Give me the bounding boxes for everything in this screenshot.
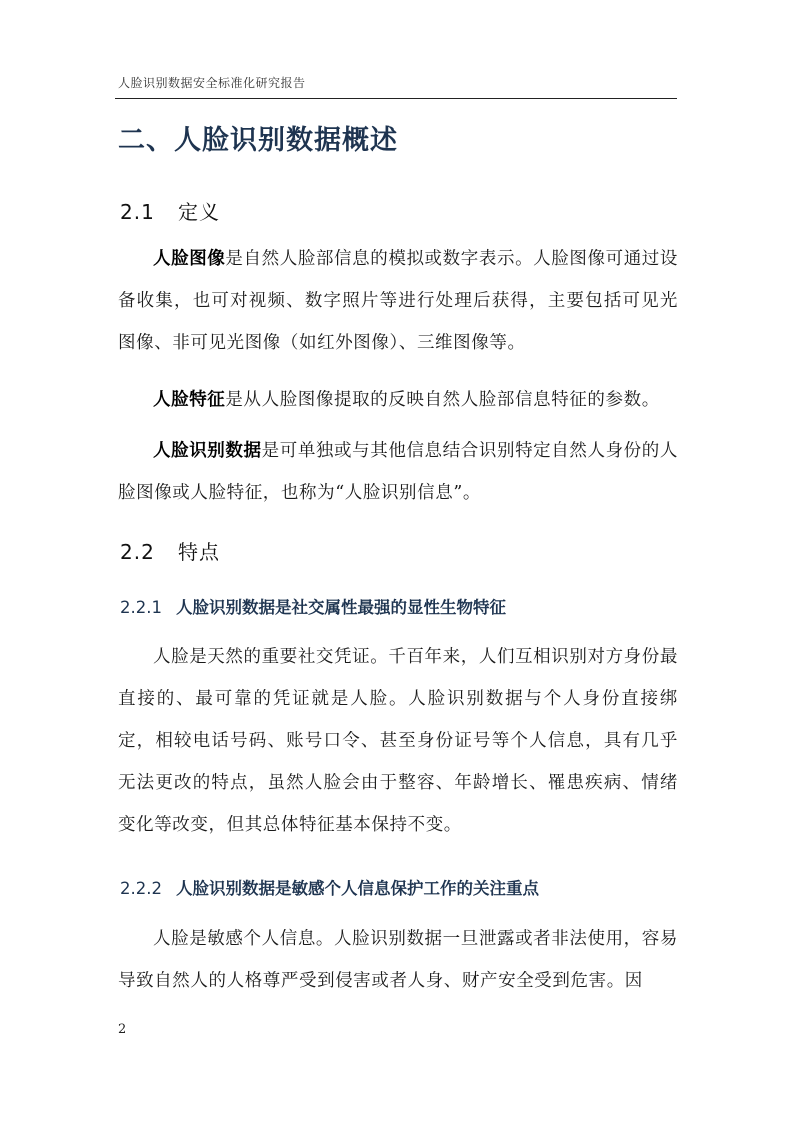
- section-heading-2-1: [120, 196, 220, 225]
- definition-text: 是从人脸图像提取的反映自然人脸部信息特征的参数。: [225, 390, 660, 410]
- running-header: 人脸识别数据安全标准化研究报告: [118, 76, 306, 90]
- section-number: 2.2: [120, 540, 155, 564]
- definition-text: 是自然人脸部信息的模拟或数字表示。人脸图像可通过设备收集，也可对视频、数字照片等进行处理后获得，主要包括可见光图像、非可见光图像（如红外图像）、三维图像等。: [118, 249, 679, 353]
- section-heading-2-2: [120, 536, 220, 565]
- subsection-title: 人脸识别数据是社交属性最强的显性生物特征: [176, 598, 506, 617]
- section-title: 定义: [178, 200, 220, 224]
- chapter-title: 二、人脸识别数据概述: [118, 125, 398, 156]
- header-divider: [115, 98, 677, 99]
- subsection-number: 2.2.2: [120, 879, 162, 898]
- page-number: 2: [118, 1022, 127, 1037]
- definition-face-feature: [118, 379, 678, 421]
- definition-face-image: [118, 238, 678, 364]
- subsection-heading-2-2-2: [120, 875, 539, 899]
- term: 人脸特征: [153, 390, 226, 410]
- definition-face-data: [118, 430, 678, 514]
- definition-text: 是可单独或与其他信息结合识别特定自然人身份的人脸图像或人脸特征，也称为“人脸识别信息”。: [118, 441, 678, 503]
- paragraph-2-2-1: 人脸是天然的重要社交凭证。千百年来，人们互相识别对方身份最直接的、最可靠的凭证就是人脸。人脸识别数据与个人身份直接绑定，相较电话号码、账号口令、甚至身份证号等个人信息，具有几乎无法更改的特点，虽然人脸会由于整容、年龄增长、罹患疾病、情绪变化等改变，但其总体特征基本保持不变。: [118, 647, 678, 835]
- subsection-title: 人脸识别数据是敏感个人信息保护工作的关注重点: [176, 879, 539, 898]
- term: 人脸图像: [153, 249, 226, 269]
- paragraph-2-2-2: 人脸是敏感个人信息。人脸识别数据一旦泄露或者非法使用，容易导致自然人的人格尊严受到侵害或者人身、财产安全受到危害。因: [118, 929, 678, 991]
- term: 人脸识别数据: [153, 441, 262, 461]
- section-number: 2.1: [120, 200, 155, 224]
- subsection-number: 2.2.1: [120, 598, 162, 617]
- section-title: 特点: [178, 540, 220, 564]
- subsection-heading-2-2-1: [120, 594, 506, 618]
